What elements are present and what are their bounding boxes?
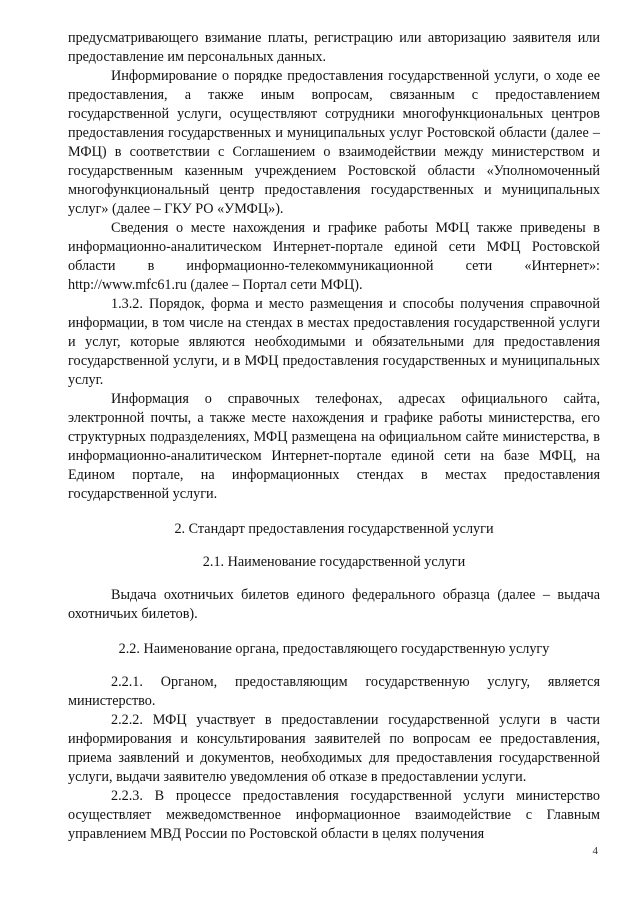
paragraph-2-2-2: 2.2.2. МФЦ участвует в предоставлении государственной услуги в части информирования и консультирования заявителей по вопросам ее предоставления, приема заявлений и документов, необходимых для предоставления государственной услуги, выдачи заявителю уведомления об отказе в предоставлении услуги. — [68, 712, 600, 785]
paragraph-service-name: Выдача охотничьих билетов единого федерального образца (далее – выдача охотничьих билетов). — [68, 587, 600, 622]
paragraph-2-2-1: 2.2.1. Органом, предоставляющим государственную услугу, является министерство. — [68, 674, 600, 709]
paragraph-continuation: предусматривающего взимание платы, регистрацию или авторизацию заявителя или предоставление им персональных данных. — [68, 30, 600, 65]
section-heading-2: 2. Стандарт предоставления государственной услуги — [174, 521, 494, 537]
paragraph-reference-info: Информация о справочных телефонах, адресах официального сайта, электронной почты, а также месте нахождения и графике работы министерства, его структурных подразделениях, МФЦ размещена на официальном сайте министерства, в информационно-аналитическом Интернет-портале единой сети на базе МФЦ, на Едином портале, на информационных стендах в местах предоставления государственной услуги. — [68, 391, 600, 502]
subsection-heading-2-1: 2.1. Наименование государственной услуги — [202, 554, 466, 570]
paragraph-informing-mfc: Информирование о порядке предоставления государственной услуги, о ходе ее предоставления, а также иным вопросам, связанным с предоставлением государственной услуги, осуществляют сотрудники многофункциональных центров предоставления государственных и муниципальных услуг Ростовской области (далее – МФЦ) в соответствии с Соглашением о взаимодействии между министерством и государственным казенным учреждением Ростовской области «Уполномоченный многофункциональный центр предоставления государственных и муниципальных услуг» (далее – ГКУ РО «УМФЦ»). — [68, 68, 600, 217]
paragraph-1-3-2: 1.3.2. Порядок, форма и место размещения и способы получения справочной информации, в том числе на стендах в местах предоставления государственной услуги и услуг, которые являются необходимыми и обязательными для предоставления государственной услуги, и в МФЦ предоставления государственных и муниципальных услуг. — [68, 296, 600, 388]
subsection-heading-2-2: 2.2. Наименование органа, предоставляющего государственную услугу — [118, 641, 550, 657]
paragraph-2-2-3: 2.2.3. В процессе предоставления государственной услуги министерство осуществляет межведомственное информационное взаимодействие с Главным управлением МВД России по Ростовской области в целях получения — [68, 788, 600, 842]
page-number: 4 — [592, 845, 598, 857]
paragraph-mfc-location: Сведения о месте нахождения и графике работы МФЦ также приведены в информационно-аналитическом Интернет-портале единой сети МФЦ Ростовской области в информационно-телекоммуникационной сети «Интернет»: http://www.mfc61.ru (далее – Портал сети МФЦ). — [68, 220, 600, 293]
